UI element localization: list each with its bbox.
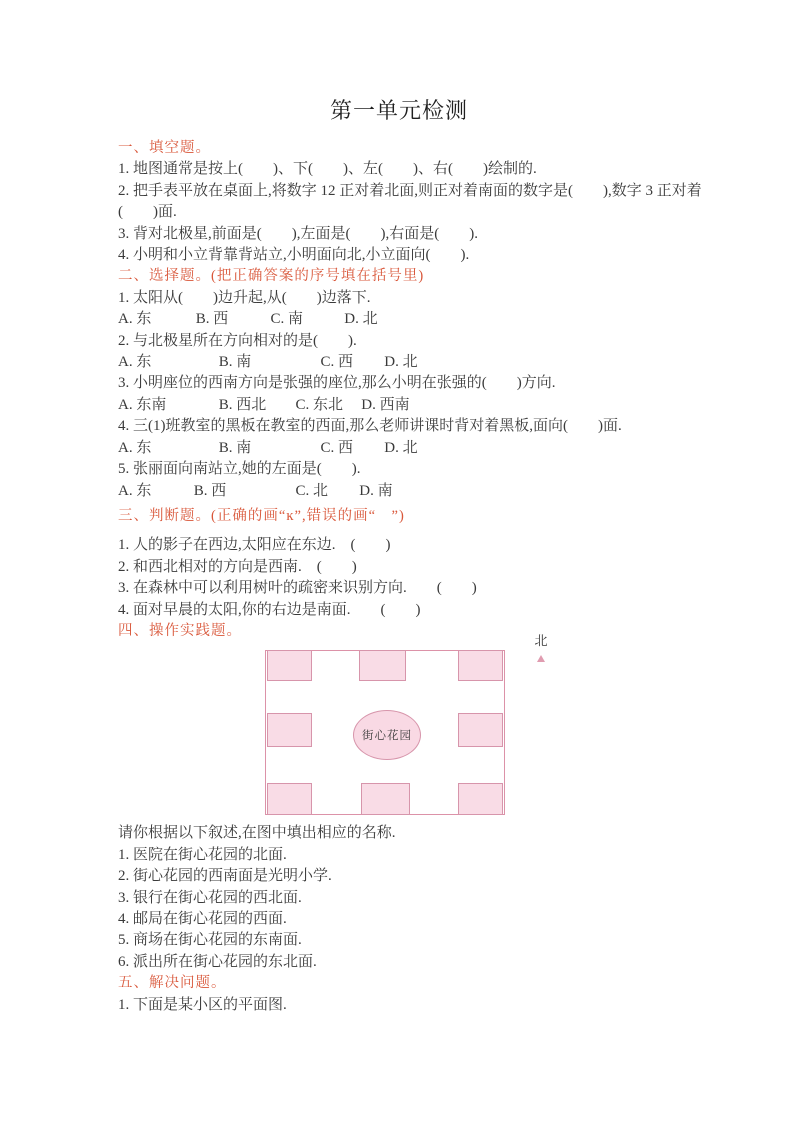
map-building-slot-top-right xyxy=(458,650,503,681)
choice-option: B. 南 xyxy=(218,439,252,456)
map-building-slot-middle-right xyxy=(458,713,503,747)
choice-option: D. 北 xyxy=(384,354,418,371)
choice-option: B. 南 xyxy=(218,354,252,371)
north-arrow-icon xyxy=(537,655,545,662)
worksheet-content xyxy=(118,96,702,1016)
fill-item: 2. 把手表平放在桌面上,将数字 12 正对着北面,则正对着南面的数字是( ),数字 3 正对着 xyxy=(118,182,702,199)
map-building-slot-bottom-middle xyxy=(361,783,410,815)
choice-question: 2. 与北极星所在方向相对的是( ). xyxy=(118,332,357,349)
choice-option: C. 南 xyxy=(270,311,304,328)
judge-item: 3. 在森林中可以利用树叶的疏密来识别方向. ( ) xyxy=(118,580,477,597)
choice-options-row xyxy=(118,481,680,502)
judge-item: 4. 面对早晨的太阳,你的右边是南面. ( ) xyxy=(118,601,421,618)
map-building-slot-bottom-left xyxy=(267,783,312,815)
practice-item: 3. 银行在街心花园的西北面. xyxy=(118,889,302,906)
street-garden-map xyxy=(265,633,548,815)
choice-option: B. 西 xyxy=(193,482,227,499)
choice-option: C. 北 xyxy=(295,482,329,499)
practice-item: 1. 医院在街心花园的北面. xyxy=(118,846,287,863)
section-heading-fill: 一、填空题。 xyxy=(118,140,211,156)
solve-item: 1. 下面是某小区的平面图. xyxy=(118,996,287,1013)
judge-item: 1. 人的影子在西边,太阳应在东边. ( ) xyxy=(118,537,391,554)
practice-item: 4. 邮局在街心花园的西面. xyxy=(118,910,287,927)
page-title: 第一单元检测 xyxy=(329,98,468,123)
section-heading-solve: 五、解决问题。 xyxy=(118,975,227,992)
practice-item: 2. 街心花园的西南面是光明小学. xyxy=(118,868,332,885)
choice-option: A. 东 xyxy=(118,311,152,328)
choice-option: A. 东南 xyxy=(118,396,167,413)
section-heading-choice: 二、选择题。(把正确答案的序号填在括号里) xyxy=(118,268,425,285)
practice-instruction: 请你根据以下叙述,在图中填出相应的名称. xyxy=(118,825,396,842)
choice-options-row xyxy=(118,309,680,330)
judge-item: 2. 和西北相对的方向是西南. ( ) xyxy=(118,558,357,575)
choice-option: C. 东北 xyxy=(295,396,344,413)
choice-option: A. 东 xyxy=(118,482,152,499)
choice-options-row xyxy=(118,438,680,459)
central-garden-label: 街心花园 xyxy=(362,730,412,743)
choice-question: 5. 张丽面向南站立,她的左面是( ). xyxy=(118,461,361,478)
fill-item: 4. 小明和小立背靠背站立,小明面向北,小立面向( ). xyxy=(118,247,470,264)
choice-question: 3. 小明座位的西南方向是张强的座位,那么小明在张强的( )方向. xyxy=(118,375,556,392)
fill-item: 3. 背对北极星,前面是( ),左面是( ),右面是( ). xyxy=(118,225,478,242)
map-building-slot-middle-left xyxy=(267,713,312,747)
north-label: 北 xyxy=(534,633,548,649)
choice-option: C. 西 xyxy=(320,354,354,371)
fill-item-continuation: ( )面. xyxy=(118,204,177,221)
map-building-slot-top-middle xyxy=(359,650,406,681)
north-indicator xyxy=(530,633,552,667)
choice-question: 4. 三(1)班教室的黑板在教室的西面,那么老师讲课时背对着黑板,面向( )面. xyxy=(118,418,622,435)
choice-option: A. 东 xyxy=(118,439,152,456)
choice-option: C. 西 xyxy=(320,439,354,456)
map-building-slot-top-left xyxy=(267,650,312,681)
section-heading-judge: 三、判断题。(正确的画“ĸ”,错误的画“ ”) xyxy=(118,507,405,524)
choice-option: D. 北 xyxy=(384,439,418,456)
choice-option: D. 北 xyxy=(344,311,378,328)
choice-option: B. 西 xyxy=(195,311,229,328)
section-heading-practice: 四、操作实践题。 xyxy=(118,622,242,639)
choice-option: D. 西南 xyxy=(361,396,410,413)
choice-options-row xyxy=(118,352,680,373)
map-building-slot-bottom-right xyxy=(458,783,503,815)
central-garden-ellipse xyxy=(353,710,421,760)
choice-option: A. 东 xyxy=(118,354,152,371)
choice-option: D. 南 xyxy=(359,482,393,499)
choice-options-row xyxy=(118,395,680,416)
practice-item: 5. 商场在街心花园的东南面. xyxy=(118,932,302,949)
choice-option: B. 西北 xyxy=(218,396,267,413)
choice-question: 1. 太阳从( )边升起,从( )边落下. xyxy=(118,289,371,306)
fill-item: 1. 地图通常是按上( )、下( )、左( )、右( )绘制的. xyxy=(118,161,537,178)
practice-item: 6. 派出所在街心花园的东北面. xyxy=(118,953,317,970)
